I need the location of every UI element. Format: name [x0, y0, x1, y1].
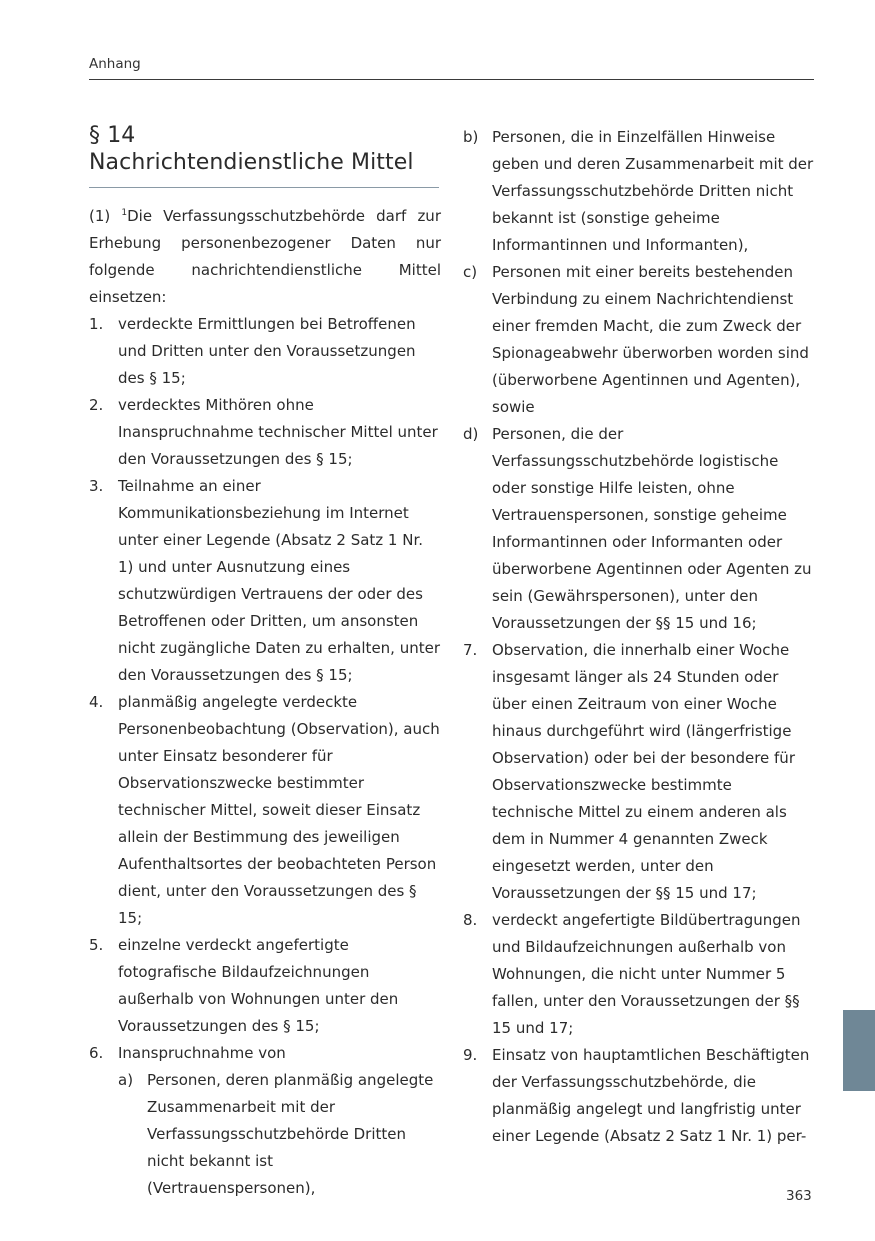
sub-list-item-text: Personen, die in Einzelfällen Hinweise geben und deren Zusammenarbeit mit der Verfassungsschutzbehörde Dritten nicht bekannt ist (sonstige geheime Informantinnen und Informanten),: [492, 128, 814, 254]
list-item-text: Einsatz von hauptamtlichen Beschäftigten der Verfassungsschutzbehörde, die planmäßig angelegt und langfristig unter einer Legende (Absatz 2 Satz 1 Nr. 1) per-: [492, 1046, 810, 1145]
sub-list-marker: c): [463, 263, 478, 281]
list-item: [463, 637, 815, 907]
page-number: 363: [786, 1188, 812, 1204]
list-item: [463, 907, 815, 1042]
sub-list-marker: b): [463, 128, 479, 146]
section-title: Nachrichtendienstliche Mittel: [89, 150, 414, 175]
list-item: [89, 1040, 441, 1067]
running-head: Anhang: [89, 56, 141, 72]
title-rule: [89, 187, 439, 188]
paragraph-intro: [89, 203, 441, 311]
right-column: [463, 124, 815, 1150]
list-item: [89, 932, 441, 1040]
list-item-text: planmäßig angelegte verdeckte Personenbeobachtung (Observation), auch unter Einsatz besonderer für Observationszwecke bestimmter technischer Mittel, soweit dieser Einsatz allein der Bestimmung des jeweiligen Aufenthaltsortes der beobachteten Person dient, unter den Voraussetzungen des § 15;: [118, 693, 440, 927]
list-marker: 4.: [89, 693, 104, 711]
list-marker: 7.: [463, 641, 478, 659]
list-item: [89, 473, 441, 689]
sentence-number: 1: [121, 208, 128, 218]
list-item-text: einzelne verdeckt angefertigte fotografische Bildaufzeichnungen außerhalb von Wohnungen unter den Voraussetzungen des § 15;: [118, 936, 399, 1035]
sub-list-item-text: Personen, deren planmäßig angelegte Zusammenarbeit mit der Verfassungsschutzbehörde Dritten nicht bekannt ist (Vertrauenspersonen),: [147, 1071, 434, 1197]
list-item: [463, 1042, 815, 1150]
sub-list-item-text: Personen, die der Verfassungsschutzbehörde logistische oder sonstige Hilfe leisten, ohne Vertrauenspersonen, sonstige geheime Informantinnen oder Informanten oder überworbene Agentinnen oder Agenten zu sein (Gewährspersonen), unter den Voraussetzungen der §§ 15 und 16;: [492, 425, 812, 632]
sub-list-item: [463, 259, 815, 421]
list-marker: 8.: [463, 911, 478, 929]
sub-list-item: [89, 1067, 441, 1202]
list-marker: 5.: [89, 936, 104, 954]
list-item: [89, 392, 441, 473]
list-item-text: Teilnahme an einer Kommunikationsbeziehung im Internet unter einer Legende (Absatz 2 Satz 1 Nr. 1) und unter Ausnutzung eines schutzwürdigen Vertrauens der oder des Betroffenen oder Dritten, um ansonsten nicht zugängliche Daten zu erhalten, unter den Voraussetzungen des § 15;: [118, 477, 441, 684]
header-rule: [89, 79, 814, 80]
list-item: [89, 689, 441, 932]
list-item-text: verdecktes Mithören ohne Inanspruchnahme technischer Mittel unter den Voraussetzungen des § 15;: [118, 396, 438, 468]
sub-list-marker: d): [463, 425, 479, 443]
sub-list-item: [463, 421, 815, 637]
list-marker: 9.: [463, 1046, 478, 1064]
list-marker: 6.: [89, 1044, 104, 1062]
list-item-text: Observation, die innerhalb einer Woche insgesamt länger als 24 Stunden oder über einen Zeitraum von einer Woche hinaus durchgeführt wird (längerfristige Observation) oder bei der besondere für Observationszwecke bestimmte technische Mittel zu einem anderen als dem in Nummer 4 genannten Zweck eingesetzt werden, unter den Voraussetzungen der §§ 15 und 17;: [492, 641, 795, 902]
list-item-text: verdeckte Ermittlungen bei Betroffenen und Dritten unter den Voraussetzungen des § 15;: [118, 315, 416, 387]
sub-list-item: [463, 124, 815, 259]
paragraph-label: (1): [89, 207, 111, 225]
list-marker: 3.: [89, 477, 104, 495]
sub-list-item-text: Personen mit einer bereits bestehenden Verbindung zu einem Nachrichtendienst einer fremden Macht, die zum Zweck der Spionageabwehr überworben worden sind (überworbene Agentinnen und Agenten), sowie: [492, 263, 809, 416]
section-number: § 14: [89, 123, 136, 148]
list-marker: 1.: [89, 315, 104, 333]
list-item-text: Inanspruchnahme von: [118, 1044, 286, 1062]
list-item: [89, 311, 441, 392]
paragraph-text: Die Verfassungsschutzbehörde darf zur Erhebung personenbezogener Daten nur folgende nachrichtendienstliche Mittel einsetzen:: [89, 207, 441, 306]
chapter-thumb-tab: [843, 1010, 875, 1091]
list-marker: 2.: [89, 396, 104, 414]
sub-list-marker: a): [118, 1071, 134, 1089]
left-column: [89, 122, 441, 1202]
list-item-text: verdeckt angefertigte Bildübertragungen und Bildaufzeichnungen außerhalb von Wohnungen, die nicht unter Nummer 5 fallen, unter den Voraussetzungen der §§ 15 und 17;: [492, 911, 801, 1037]
